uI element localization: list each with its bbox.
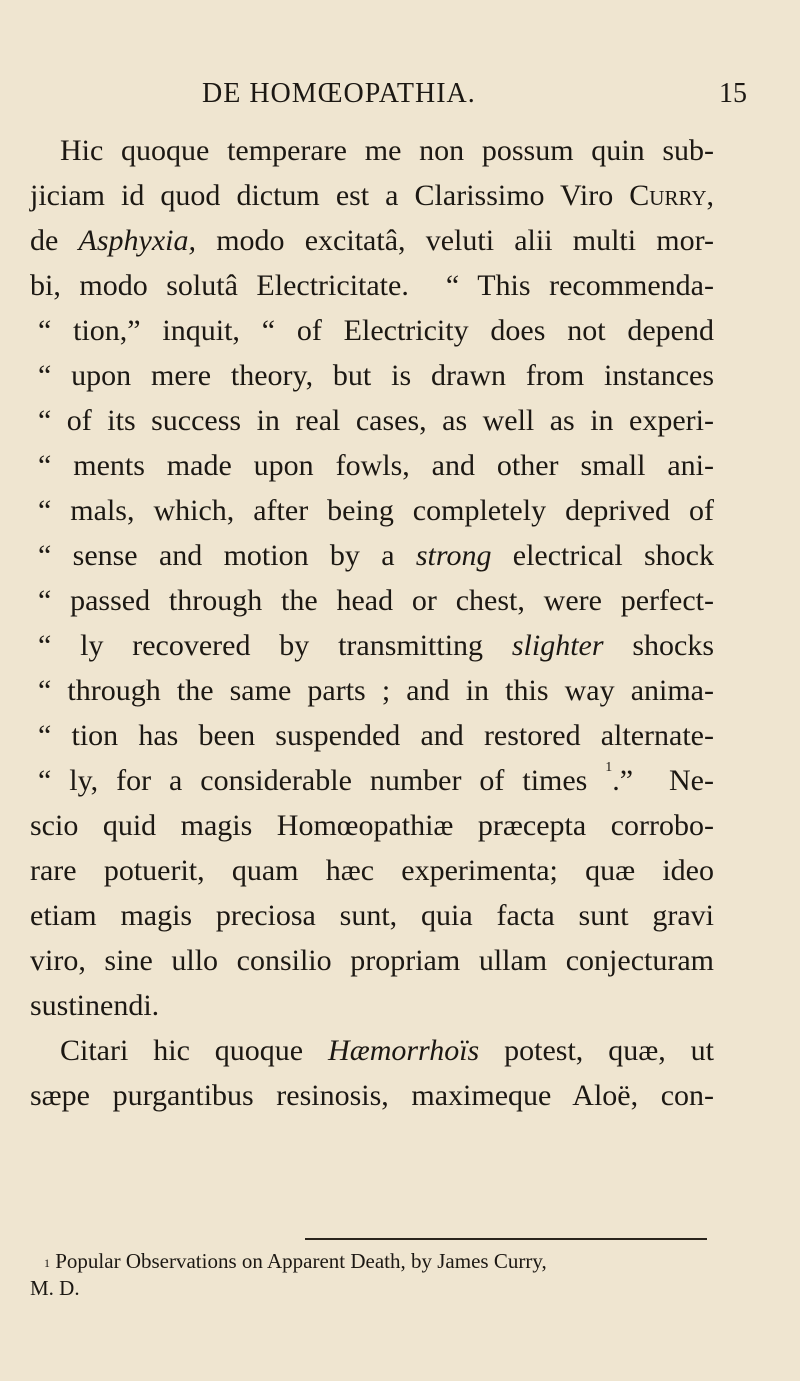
text-line: sæpe purgantibus resinosis, maximeque Aloë, con- xyxy=(30,1079,714,1112)
author-name: Curry, xyxy=(629,179,714,212)
footnote-ref: 1 xyxy=(605,760,613,775)
page-header xyxy=(202,78,747,118)
quote-line: “ tion,” inquit, “ of Electricity does not depend xyxy=(38,314,714,347)
quote-line: “ ly recovered by transmitting slighter shocks xyxy=(38,629,714,662)
body-text xyxy=(30,128,714,1118)
text-line: scio quid magis Homœopathiæ præcepta corrobo- xyxy=(30,809,714,842)
footnote-rule xyxy=(305,1238,707,1240)
quote-line: “ through the same parts ; and in this way anima- xyxy=(38,674,714,707)
quote-line: “ upon mere theory, but is drawn from instances xyxy=(38,359,714,392)
quote-line: “ mals, which, after being completely deprived of xyxy=(38,494,714,527)
quote-line: “ passed through the head or chest, were perfect- xyxy=(38,584,714,617)
italic-term: strong xyxy=(415,539,492,572)
page-number: 15 xyxy=(719,78,747,109)
text-line: bi, modo solutâ Electricitate. “ This recommenda- xyxy=(30,269,714,302)
text-line: de Asphyxia, modo excitatâ, veluti alii multi mor- xyxy=(30,224,715,257)
running-title: DE HOMŒOPATHIA. xyxy=(202,78,476,109)
text-line: etiam magis preciosa sunt, quia facta sunt gravi xyxy=(30,899,714,932)
quote-line: “ of its success in real cases, as well as in experi- xyxy=(38,404,714,437)
italic-term: Hæmorrhoïs xyxy=(328,1034,480,1067)
italic-term: Asphyxia, xyxy=(78,224,196,257)
text-line: viro, sine ullo consilio propriam ullam conjecturam xyxy=(30,944,714,977)
footnote-line: $^1$ Popular Observations on Apparent Death, by James Curry, xyxy=(44,1249,547,1273)
footnote xyxy=(30,1248,714,1302)
text-line: rare potuerit, quam hæc experimenta; quæ ideo xyxy=(30,854,714,887)
quote-line: “ sense and motion by a strong electrical shock xyxy=(38,539,714,572)
footnote-line: M. D. xyxy=(30,1276,80,1300)
italic-term: slighter xyxy=(511,629,604,662)
quote-line: “ ments made upon fowls, and other small ani- xyxy=(38,449,714,482)
text-line: Citari hic quoque Hæmorrhoïs potest, quæ, ut xyxy=(60,1034,714,1067)
text-line: Hic quoque temperare me non possum quin sub- xyxy=(60,134,714,167)
quote-line: “ tion has been suspended and restored alternate- xyxy=(38,719,714,752)
text-line: jiciam id quod dictum est a Clarissimo Viro Curry, xyxy=(30,179,714,212)
footnote-marker: 1 xyxy=(44,1256,50,1270)
quote-line: “ ly, for a considerable number of times $^1$.” Ne- xyxy=(38,760,714,797)
text-line: sustinendi. xyxy=(30,989,160,1022)
